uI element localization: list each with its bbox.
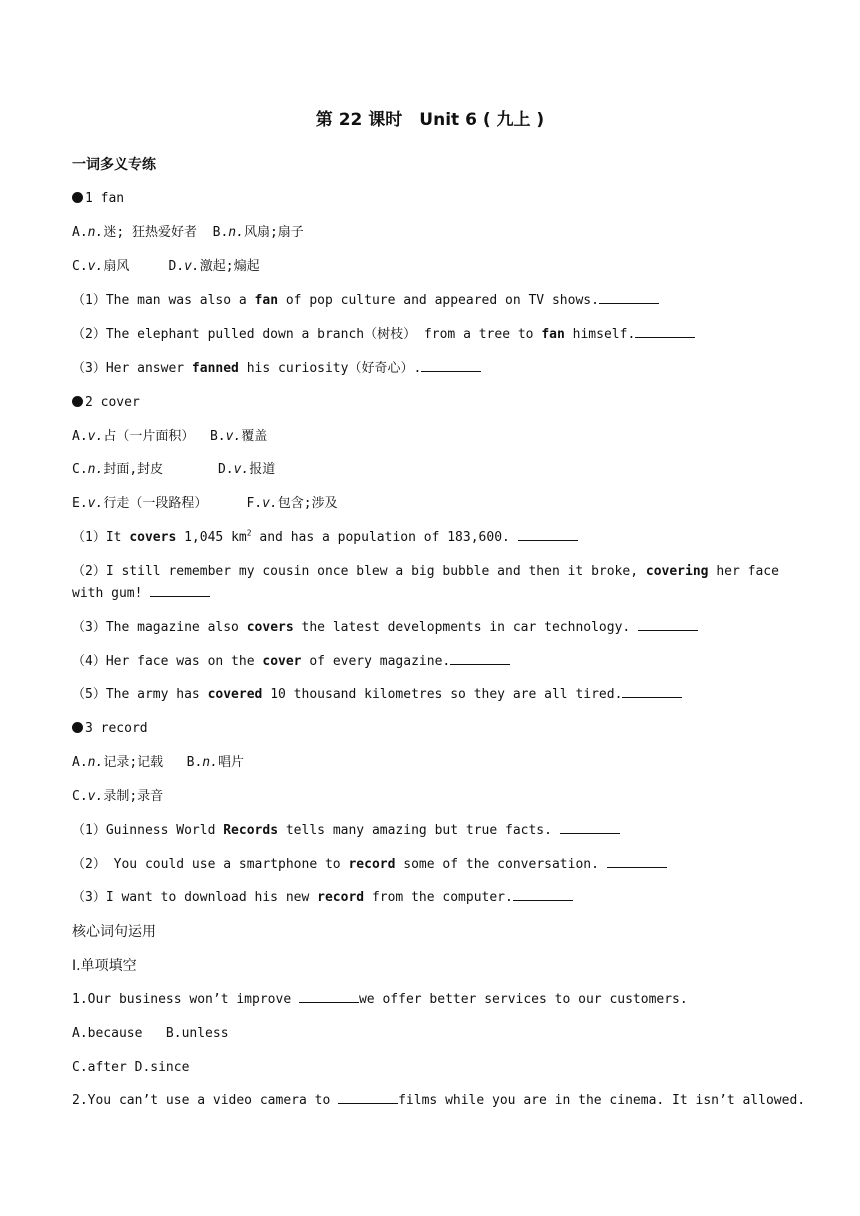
answer-blank[interactable] [599,291,659,304]
option-meaning: 报道 [249,462,276,477]
answer-blank[interactable] [518,528,578,541]
section-single-choice: Ⅰ.单项填空 [72,958,137,974]
word3-word: record [100,721,148,736]
part-of-speech: v. [87,259,104,274]
sentence-text: and has a population of 183,600. [251,530,518,545]
option-meaning: 唱片 [217,755,244,770]
option-meaning: 录制;录音 [103,789,164,804]
word1-sentence-1 [72,290,792,312]
part-of-speech: v. [225,429,242,444]
heading-core: 核心词句运用 [72,924,156,940]
option-letter: C. [72,259,88,274]
superscript: 2 [246,528,252,538]
sentence-text: （2）The elephant pulled down a branch（树枝） from a tree to [72,327,542,342]
part-of-speech: v. [262,496,278,511]
page-title: 第 22 课时 Unit 6 ( 九上 ) [315,110,545,130]
answer-blank[interactable] [421,359,481,372]
sentence-text: （1）Guinness World [72,823,224,838]
option-letter: A. [72,225,88,240]
sentence-text: （1）The man was also a [72,293,255,308]
option-letter: C. [72,789,88,804]
word2-word: cover [100,395,140,410]
word2-sentence-1 [72,527,792,549]
keyword: Records [223,823,279,838]
sentence-text: （5）The army has [72,687,208,702]
option-letter: A. [72,755,88,770]
heading-polysemy: 一词多义专练 [72,157,156,173]
part-of-speech: v. [87,789,104,804]
sentence-text: tells many amazing but true facts. [278,823,560,838]
part-of-speech: n. [228,225,244,240]
sentence-text: （4）Her face was on the [72,654,263,669]
sentence-text: his curiosity（好奇心）. [238,361,422,376]
option-letter: D. [217,462,234,477]
word2-header [72,392,792,414]
sentence-text: （3）The magazine also [72,620,247,635]
keyword: covers [129,530,177,545]
word1-sentence-3 [72,358,792,380]
sentence-text: （3）Her answer [72,361,192,376]
word3-header [72,718,792,740]
word3-sentence-1 [72,820,792,842]
word1-number: 1 [85,191,93,206]
option-meaning: 封面,封皮 [103,462,218,477]
option-meaning: 包含;涉及 [277,496,338,511]
part-of-speech: n. [87,755,104,770]
question-1 [72,989,792,1011]
word1-word: fan [100,191,125,206]
word1-options-cd [72,256,792,278]
word2-sentence-5 [72,684,792,706]
keyword: fan [254,293,279,308]
word2-options-cd [72,459,792,481]
word2-sentence-2 [72,561,792,605]
part-of-speech: v. [233,462,250,477]
word1-header [72,188,792,210]
keyword: covering [645,564,709,579]
word2-sentence-4 [72,651,792,673]
option-letter: B. [212,225,229,240]
answer-blank[interactable] [622,685,682,698]
word2-number: 2 [85,395,93,410]
answer-blank[interactable] [607,855,667,868]
option-letter: C. [72,462,88,477]
answer-blank[interactable] [638,618,698,631]
bullet-icon [72,396,83,407]
option-meaning: 迷; 狂热爱好者 [103,225,213,240]
sentence-text: （2）I still remember my cousin once blew a big bubble and then it broke, [72,564,646,579]
answer-blank[interactable] [150,584,210,597]
word3-number: 3 [85,721,93,736]
option-meaning: 占（一片面积） [103,429,210,444]
keyword: record [348,857,396,872]
keyword: fan [541,327,565,342]
option-letter: B. [209,429,226,444]
sentence-text: himself. [564,327,636,342]
question-1-options-ab: A.because B.unless [72,1026,229,1041]
sentence-text: 1,045 km [176,530,247,545]
question-2 [72,1090,806,1112]
keyword: cover [262,654,302,669]
word2-sentence-3 [72,617,792,639]
keyword: record [317,890,365,905]
answer-blank[interactable] [513,888,573,901]
option-letter: D. [168,259,185,274]
option-meaning: 覆盖 [241,429,268,444]
word3-sentence-3 [72,887,792,909]
sentence-text: 10 thousand kilometres so they are all tired. [262,687,623,702]
word3-options-ab [72,752,792,774]
sentence-text: （1）It [72,530,130,545]
option-meaning: 风扇;扇子 [243,225,304,240]
option-meaning: 行走（一段路程） [103,496,247,511]
sentence-text: from the computer. [364,890,513,905]
sentence-text: （2） You could use a smartphone to [72,857,349,872]
question-1-options-cd: C.after D.since [72,1060,190,1075]
sentence-text: of every magazine. [301,654,451,669]
sentence-text: the latest developments in car technology. [293,620,639,635]
option-meaning: 激起;煽起 [199,259,260,274]
question-text: we offer better services to our customers. [358,992,688,1007]
question-text: films while you are in the cinema. It isn’t allowed. [398,1093,806,1108]
question-text: 1.Our business won’t improve [72,992,299,1007]
sentence-text: of pop culture and appeared on TV shows. [278,293,599,308]
option-meaning: 记录;记载 [103,755,187,770]
bullet-icon [72,192,83,203]
question-text: 2.You can’t use a video camera to [72,1093,339,1108]
option-letter: E. [72,496,88,511]
keyword: fanned [191,361,239,376]
keyword: covers [246,620,294,635]
answer-blank[interactable] [299,990,359,1003]
keyword: covered [207,687,263,702]
option-meaning: 扇风 [103,259,169,274]
answer-blank[interactable] [635,325,695,338]
sentence-text: some of the conversation. [395,857,607,872]
answer-blank[interactable] [338,1091,398,1104]
part-of-speech: n. [87,462,104,477]
option-letter: A. [72,429,88,444]
answer-blank[interactable] [560,821,620,834]
word1-sentence-2 [72,324,792,346]
word3-sentence-2 [72,854,792,876]
word2-options-ab [72,426,792,448]
part-of-speech: n. [87,225,104,240]
part-of-speech: n. [202,755,218,770]
sentence-text: （3）I want to download his new [72,890,318,905]
option-letter: F. [246,496,263,511]
word3-options-c [72,786,792,808]
word1-options-ab [72,222,792,244]
answer-blank[interactable] [450,652,510,665]
word2-options-ef [72,493,792,515]
part-of-speech: v. [184,259,200,274]
sentence-text: her face with gum! [72,564,779,601]
part-of-speech: v. [87,429,104,444]
bullet-icon [72,722,83,733]
part-of-speech: v. [87,496,104,511]
option-letter: B. [186,755,203,770]
